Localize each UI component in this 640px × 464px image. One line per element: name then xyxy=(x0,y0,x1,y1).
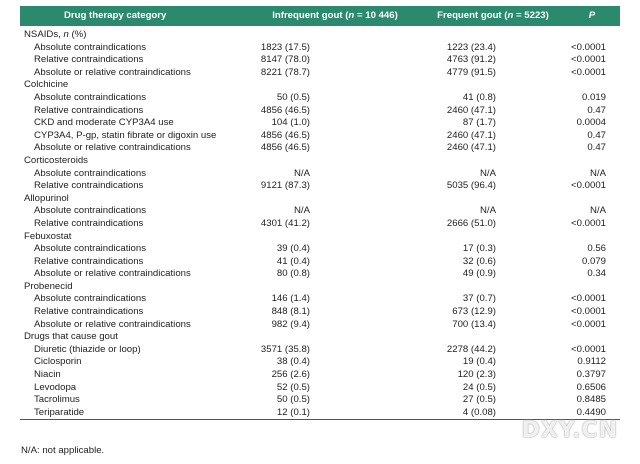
p-value: <0.0001 xyxy=(571,180,606,192)
table-row xyxy=(20,92,620,105)
p-value: <0.0001 xyxy=(571,54,606,66)
p-value: <0.0001 xyxy=(571,306,606,318)
frequent-gout-value: 27 (0.5) xyxy=(462,394,496,406)
p-value: <0.0001 xyxy=(571,343,606,355)
row-label: Relative contraindications xyxy=(34,306,144,318)
infrequent-gout-value: 8221 (78.7) xyxy=(260,66,310,78)
infrequent-gout-value: 50 (0.5) xyxy=(276,394,310,406)
table-row xyxy=(20,168,620,181)
table-row xyxy=(20,268,620,281)
frequent-gout-value: 32 (0.6) xyxy=(462,255,496,267)
row-label: CYP3A4, P-gp, statin fibrate or digoxin use xyxy=(34,129,217,141)
infrequent-gout-value: 4856 (46.5) xyxy=(260,104,310,116)
frequent-gout-value: 2460 (47.1) xyxy=(446,129,496,141)
header-p-value: P xyxy=(588,9,596,21)
frequent-gout-value xyxy=(422,26,564,42)
frequent-gout-value xyxy=(422,231,564,244)
frequent-gout-value: 24 (0.5) xyxy=(462,381,496,393)
category-row xyxy=(20,281,620,294)
frequent-gout-value: 49 (0.9) xyxy=(462,268,496,280)
p-value: <0.0001 xyxy=(571,293,606,305)
frequent-gout-value: 19 (0.4) xyxy=(462,356,496,368)
infrequent-gout-value: 41 (0.4) xyxy=(276,255,310,267)
p-value: <0.0001 xyxy=(571,318,606,330)
drug-therapy-table xyxy=(20,6,620,420)
table-row xyxy=(20,382,620,395)
infrequent-gout-value: 4856 (46.5) xyxy=(260,129,310,141)
p-value xyxy=(564,231,620,244)
category-label: Febuxostat xyxy=(24,230,72,242)
infrequent-gout-value: 80 (0.8) xyxy=(276,268,310,280)
p-value: 0.56 xyxy=(587,243,606,255)
frequent-gout-value: N/A xyxy=(480,205,496,217)
table-row xyxy=(20,243,620,256)
row-label: Diuretic (thiazide or loop) xyxy=(34,343,141,355)
category-row xyxy=(20,79,620,92)
table-row xyxy=(20,344,620,357)
row-label: Absolute contraindications xyxy=(34,293,146,305)
infrequent-gout-value xyxy=(248,26,422,42)
category-row xyxy=(20,231,620,244)
p-value xyxy=(564,26,620,42)
table-row xyxy=(20,117,620,130)
infrequent-gout-value: 982 (9.4) xyxy=(271,318,310,330)
frequent-gout-value: 2278 (44.2) xyxy=(446,343,496,355)
category-row xyxy=(20,193,620,206)
frequent-gout-value xyxy=(422,331,564,344)
frequent-gout-value: 37 (0.7) xyxy=(462,293,496,305)
table-row xyxy=(20,180,620,193)
row-label: Absolute contraindications xyxy=(34,91,146,103)
row-label: Absolute contraindications xyxy=(34,167,146,179)
row-label: Absolute or relative contraindications xyxy=(34,66,191,78)
p-value: 0.34 xyxy=(587,268,606,280)
frequent-gout-value: N/A xyxy=(480,167,496,179)
p-value: 0.6506 xyxy=(576,381,606,393)
frequent-gout-value xyxy=(422,155,564,168)
row-label: Relative contraindications xyxy=(34,54,144,66)
row-label: Tacrolimus xyxy=(34,394,80,406)
infrequent-gout-value xyxy=(248,193,422,206)
header-category: Drug therapy category xyxy=(64,9,167,21)
p-value: 0.0004 xyxy=(576,117,606,129)
infrequent-gout-value: 38 (0.4) xyxy=(276,356,310,368)
table-row xyxy=(20,205,620,218)
infrequent-gout-value: 146 (1.4) xyxy=(271,293,310,305)
p-value: 0.47 xyxy=(587,142,606,154)
infrequent-gout-value: 4301 (41.2) xyxy=(260,217,310,229)
category-row xyxy=(20,331,620,344)
p-value: N/A xyxy=(590,205,606,217)
row-label: Relative contraindications xyxy=(34,217,144,229)
row-label: Levodopa xyxy=(34,381,77,393)
infrequent-gout-value: 1823 (17.5) xyxy=(260,41,310,53)
row-label: Absolute or relative contraindications xyxy=(34,268,191,280)
infrequent-gout-value: 52 (0.5) xyxy=(276,381,310,393)
infrequent-gout-value: N/A xyxy=(294,205,310,217)
frequent-gout-value: 17 (0.3) xyxy=(462,243,496,255)
table-row xyxy=(20,306,620,319)
frequent-gout-value: 4763 (91.2) xyxy=(446,54,496,66)
table-row xyxy=(20,218,620,231)
frequent-gout-value xyxy=(422,193,564,206)
table-row xyxy=(20,105,620,118)
drug-therapy-table-container xyxy=(20,6,620,420)
table-row xyxy=(20,67,620,80)
p-value xyxy=(564,155,620,168)
row-label: Absolute contraindications xyxy=(34,205,146,217)
frequent-gout-value: 1223 (23.4) xyxy=(446,41,496,53)
row-label: Relative contraindications xyxy=(34,180,144,192)
watermark: DXY.CN xyxy=(521,418,618,443)
frequent-gout-value: 673 (12.9) xyxy=(452,306,496,318)
infrequent-gout-value xyxy=(248,331,422,344)
p-value: 0.019 xyxy=(581,91,606,103)
category-label: Colchicine xyxy=(24,79,69,91)
frequent-gout-value: 4779 (91.5) xyxy=(446,66,496,78)
row-label: CKD and moderate CYP3A4 use xyxy=(34,117,174,129)
infrequent-gout-value: 256 (2.6) xyxy=(271,369,310,381)
p-value: 0.47 xyxy=(587,129,606,141)
row-label: Relative contraindications xyxy=(34,104,144,116)
frequent-gout-value: 5035 (96.4) xyxy=(446,180,496,192)
row-label: Absolute or relative contraindications xyxy=(34,318,191,330)
p-value: 0.8485 xyxy=(576,394,606,406)
table-header-row xyxy=(20,6,620,26)
p-value: <0.0001 xyxy=(571,217,606,229)
category-row xyxy=(20,155,620,168)
table-row xyxy=(20,293,620,306)
table-row xyxy=(20,369,620,382)
frequent-gout-value: 2460 (47.1) xyxy=(446,104,496,116)
table-row xyxy=(20,54,620,67)
table-footnote: N/A: not applicable. xyxy=(21,445,105,456)
infrequent-gout-value: 3571 (35.8) xyxy=(260,343,310,355)
table-row xyxy=(20,394,620,407)
frequent-gout-value: 87 (1.7) xyxy=(462,117,496,129)
infrequent-gout-value: N/A xyxy=(294,167,310,179)
row-label: Ciclosporin xyxy=(34,356,82,368)
frequent-gout-value: 700 (13.4) xyxy=(452,318,496,330)
table-row xyxy=(20,130,620,143)
table-row xyxy=(20,42,620,55)
table-row xyxy=(20,356,620,369)
infrequent-gout-value xyxy=(248,231,422,244)
p-value: 0.3797 xyxy=(576,369,606,381)
category-label: Probenecid xyxy=(24,280,73,292)
p-value: <0.0001 xyxy=(571,66,606,78)
infrequent-gout-value: 104 (1.0) xyxy=(271,117,310,129)
p-value: 0.9112 xyxy=(577,356,606,368)
row-label: Absolute contraindications xyxy=(34,243,146,255)
row-label: Relative contraindications xyxy=(34,255,144,267)
frequent-gout-value: 4 (0.08) xyxy=(462,406,496,418)
infrequent-gout-value: 39 (0.4) xyxy=(276,243,310,255)
infrequent-gout-value: 4856 (46.5) xyxy=(260,142,310,154)
frequent-gout-value: 2460 (47.1) xyxy=(446,142,496,154)
frequent-gout-value: 120 (2.3) xyxy=(457,369,496,381)
p-value: 0.4490 xyxy=(576,406,606,418)
p-value xyxy=(564,331,620,344)
infrequent-gout-value: 8147 (78.0) xyxy=(260,54,310,66)
table-body xyxy=(20,26,620,420)
category-label: NSAIDs, n (%) xyxy=(24,29,87,40)
row-label: Absolute or relative contraindications xyxy=(34,142,191,154)
infrequent-gout-value: 12 (0.1) xyxy=(276,406,310,418)
row-label: Teriparatide xyxy=(34,406,85,418)
table-row xyxy=(20,142,620,155)
header-infrequent-gout: Infrequent gout (n = 10 446) xyxy=(272,9,398,21)
p-value: 0.079 xyxy=(581,255,606,267)
category-label: Drugs that cause gout xyxy=(24,331,118,343)
table-row xyxy=(20,319,620,332)
frequent-gout-value: 2666 (51.0) xyxy=(446,217,496,229)
infrequent-gout-value: 50 (0.5) xyxy=(276,91,310,103)
category-row xyxy=(20,26,620,42)
frequent-gout-value: 41 (0.8) xyxy=(462,91,496,103)
header-frequent-gout: Frequent gout (n = 5223) xyxy=(437,9,549,21)
p-value: <0.0001 xyxy=(571,41,606,53)
frequent-gout-value xyxy=(422,281,564,294)
frequent-gout-value xyxy=(422,79,564,92)
row-label: Niacin xyxy=(34,369,61,381)
p-value: N/A xyxy=(590,167,606,179)
category-label: Allopurinol xyxy=(24,192,69,204)
infrequent-gout-value: 9121 (87.3) xyxy=(260,180,310,192)
category-label: Corticosteroids xyxy=(24,154,88,166)
infrequent-gout-value: 848 (8.1) xyxy=(271,306,310,318)
p-value xyxy=(564,193,620,206)
table-row xyxy=(20,256,620,269)
p-value xyxy=(564,79,620,92)
infrequent-gout-value xyxy=(248,79,422,92)
p-value: 0.47 xyxy=(587,104,606,116)
infrequent-gout-value xyxy=(248,155,422,168)
infrequent-gout-value xyxy=(248,281,422,294)
p-value xyxy=(564,281,620,294)
row-label: Absolute contraindications xyxy=(34,41,146,53)
